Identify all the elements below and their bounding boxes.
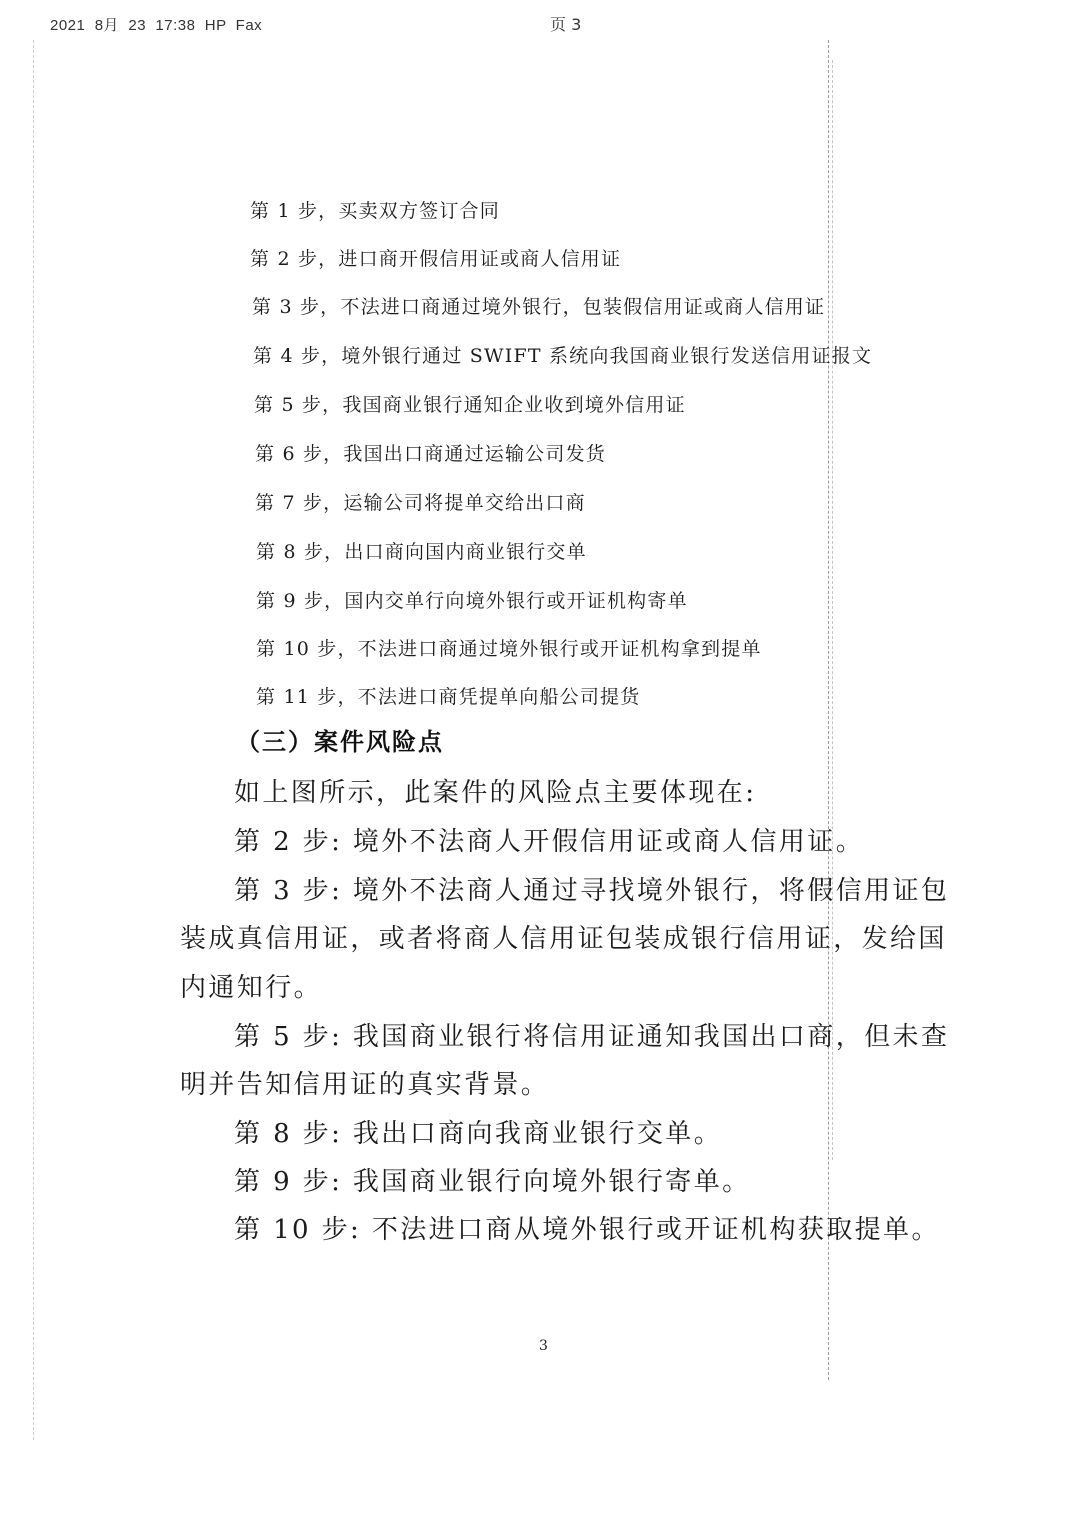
step-item: 第 2 步，进口商开假信用证或商人信用证 bbox=[250, 248, 622, 270]
fax-timestamp: 2021 8月 23 17:38 HP Fax bbox=[50, 17, 263, 34]
paragraph-line: 第 9 步: 我国商业银行向境外银行寄单。 bbox=[234, 1167, 751, 1197]
section-heading: （三）案件风险点 bbox=[236, 728, 444, 756]
paragraph-line: 如上图所示，此案件的风险点主要体现在: bbox=[234, 778, 757, 808]
step-item: 第 10 步，不法进口商通过境外银行或开证机构拿到提单 bbox=[256, 638, 762, 660]
fax-page-label: 页 3 bbox=[550, 15, 582, 34]
step-item: 第 4 步，境外银行通过 SWIFT 系统向我国商业银行发送信用证报文 bbox=[253, 345, 873, 367]
paragraph-line: 第 2 步: 境外不法商人开假信用证或商人信用证。 bbox=[234, 827, 865, 857]
scan-streak bbox=[828, 40, 829, 1380]
scan-streak bbox=[33, 40, 34, 1440]
paragraph-line: 内通知行。 bbox=[180, 973, 323, 1003]
paragraph-line: 装成真信用证，或者将商人信用证包装成银行信用证，发给国 bbox=[180, 924, 947, 954]
step-item: 第 11 步，不法进口商凭提单向船公司提货 bbox=[256, 686, 641, 708]
step-item: 第 5 步，我国商业银行通知企业收到境外信用证 bbox=[254, 394, 686, 416]
paragraph-line: 明并告知信用证的真实背景。 bbox=[180, 1070, 550, 1100]
step-item: 第 8 步，出口商向国内商业银行交单 bbox=[256, 541, 587, 563]
step-item: 第 7 步，运输公司将提单交给出口商 bbox=[255, 492, 586, 514]
paragraph-line: 第 10 步: 不法进口商从境外银行或开证机构获取提单。 bbox=[234, 1215, 940, 1245]
paragraph-line: 第 8 步: 我出口商向我商业银行交单。 bbox=[234, 1119, 723, 1149]
step-item: 第 6 步，我国出口商通过运输公司发货 bbox=[255, 443, 606, 465]
step-item: 第 3 步，不法进口商通过境外银行，包装假信用证或商人信用证 bbox=[252, 296, 826, 318]
page-number: 3 bbox=[539, 1338, 548, 1354]
paragraph-line: 第 3 步: 境外不法商人通过寻找境外银行，将假信用证包 bbox=[234, 876, 950, 906]
step-item: 第 1 步，买卖双方签订合同 bbox=[250, 200, 500, 222]
paragraph-line: 第 5 步: 我国商业银行将信用证通知我国出口商，但未查 bbox=[234, 1022, 950, 1052]
scan-streak bbox=[832, 60, 833, 1160]
step-item: 第 9 步，国内交单行向境外银行或开证机构寄单 bbox=[256, 590, 688, 612]
